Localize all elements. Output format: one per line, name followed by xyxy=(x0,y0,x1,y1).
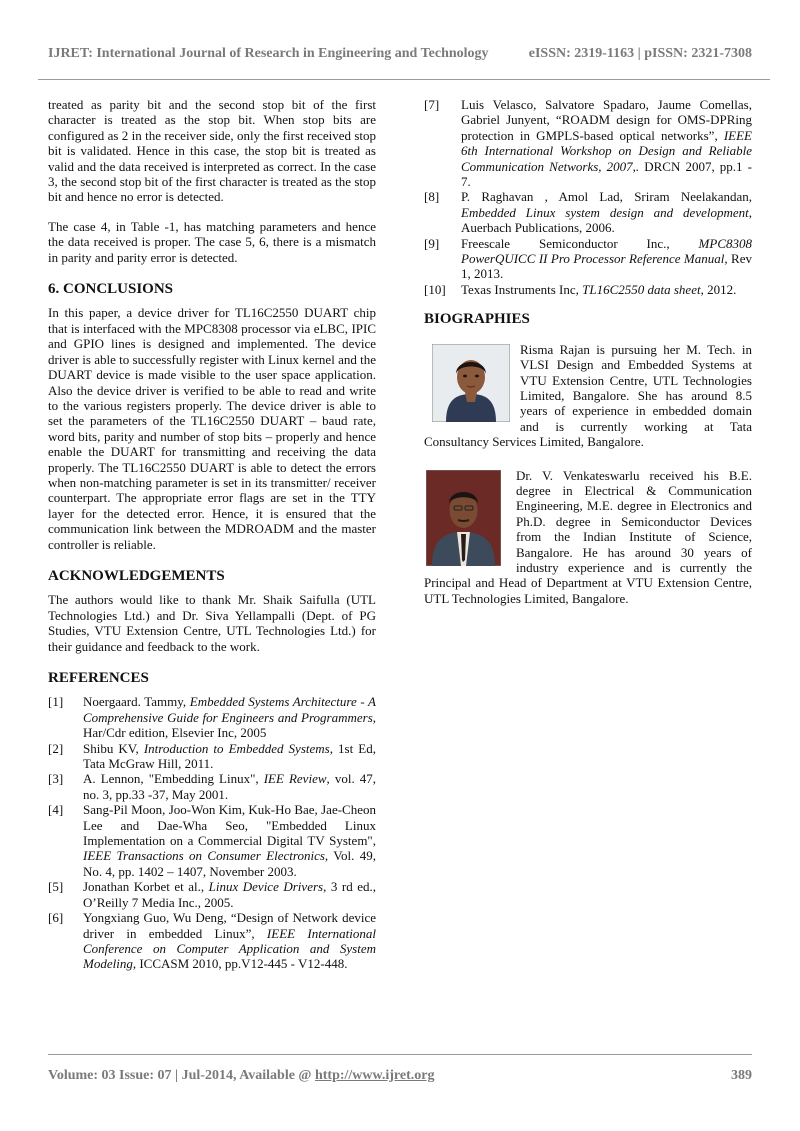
reference-item: [7] Luis Velasco, Salvatore Spadaro, Jaume Comellas, Gabriel Junyent, “ROADM design for OMS-DPRing protection in GMPLS-based optical networks”, IEEE 6th International Workshop on Design and Reliable Communication Networks, 2007,. DRCN 2007, pp.1 - 7. xyxy=(424,97,752,190)
volume-info: Volume: 03 Issue: 07 | Jul-2014, Available @ xyxy=(48,1068,315,1083)
journal-title: IJRET: International Journal of Research in Engineering and Technology xyxy=(48,46,489,61)
biography-text-2: Dr. V. Venkateswarlu received his B.E. degree in Electrical & Communication Engineering, M.E. degree in Electronics and Ph.D. degree in Semiconductor Devices from the Indian Institute of Science, Bangalore. He has around 30 years of industry experience and is currently the Principal and Head of Department at VTU Extension Centre, UTL Technologies Limited, Bangalore. xyxy=(424,467,752,606)
footer-rule xyxy=(48,1054,752,1055)
left-column xyxy=(48,97,376,972)
right-column xyxy=(424,97,752,624)
biography-text-1: Risma Rajan is pursuing her M. Tech. in VLSI Design and Embedded Systems at VTU Extension Centre, UTL Technologies Limited, Bangalore. She has around 8.5 years of experience in embedded domain and is currently working at Tata Consultancy Services Limited, Bangalore. xyxy=(424,341,752,450)
body-paragraph: treated as parity bit and the second stop bit of the first character is treated as the stop bit. When stop bits are configured as 2 in the receiver side, only the first received stop bit is validated. Hence in this case, the stop bit is treated as valid and the data received is interpreted as correct. In the case 3, the second stop bit of the first character is treated as the stop bit and hence no error is detected. xyxy=(48,97,376,205)
author-photo-2 xyxy=(426,470,501,566)
section-heading-acknowledgements: ACKNOWLEDGEMENTS xyxy=(48,567,225,584)
reference-item: [6] Yongxiang Guo, Wu Deng, “Design of Network device driver in embedded Linux”, IEEE International Conference on Computer Application and System Modeling, ICCASM 2010, pp.V12-445 - V12-448. xyxy=(48,910,376,972)
reference-list-left xyxy=(48,694,376,971)
reference-item: [10] Texas Instruments Inc, TL16C2550 data sheet, 2012. xyxy=(424,281,737,297)
header-rule xyxy=(38,79,770,80)
section-heading-references: REFERENCES xyxy=(48,670,149,686)
reference-item: [2] Shibu KV, Introduction to Embedded Systems, 1st Ed, Tata McGraw Hill, 2011. xyxy=(48,740,376,772)
journal-link[interactable]: http://www.ijret.org xyxy=(314,1068,435,1083)
section-heading-conclusions: 6. CONCLUSIONS xyxy=(48,281,174,298)
body-paragraph: The case 4, in Table -1, has matching parameters and hence the data received is proper. The case 5, 6, there is a mismatch in parity and parity error is detected. xyxy=(48,218,376,265)
reference-item: [3] A. Lennon, "Embedding Linux", IEE Review, vol. 47, no. 3, pp.33 -37, May 2001. xyxy=(48,771,376,802)
running-footer xyxy=(48,1068,752,1084)
reference-list-right xyxy=(424,97,752,297)
author-photo-1 xyxy=(432,344,510,422)
reference-item: [4] Sang-Pil Moon, Joo-Won Kim, Kuk-Ho Bae, Jae-Cheon Lee and Dae-Wha Seo, "Embedded Linux Implementation on a Commercial Digital TV System", IEEE Transactions on Consumer Electronics, Vol. 49, No. 4, pp. 1402 – 1407, November 2003. xyxy=(48,802,376,879)
page-number: 389 xyxy=(731,1068,752,1083)
reference-item: [8] P. Raghavan , Amol Lad, Sriram Neelakandan, Embedded Linux system design and development, Auerbach Publications, 2006. xyxy=(424,189,752,236)
section-heading-biographies: BIOGRAPHIES xyxy=(424,311,530,328)
reference-item: [5] Jonathan Korbet et al., Linux Device Drivers, 3 rd ed., O’Reilly 7 Media Inc., 2005. xyxy=(48,879,376,910)
reference-item: [1] Noergaard. Tammy, Embedded Systems Architecture - A Comprehensive Guide for Engineers and Programmers, Har/Cdr edition, Elsevier Inc, 2005 xyxy=(48,694,376,741)
acknowledgements-paragraph: The authors would like to thank Mr. Shaik Saifulla (UTL Technologies Ltd.) and Dr. Siva Yellampalli (Dept. of PG Studies, VTU Extension Centre, UTL Technologies Ltd.) for their guidance and feedback to the work. xyxy=(48,592,376,654)
biography-1 xyxy=(424,342,752,450)
running-header xyxy=(48,46,752,68)
conclusions-paragraph: In this paper, a device driver for TL16C2550 DUART chip that is interfaced with the MPC8308 processor via eLBC, IPIC and GPIO lines is designed and implemented. The device driver is able to successfully register with Linux kernel and the DUART device is made visible to the user space application. Also the device driver is verified to be able to read and write to the various registers properly. The device driver is able to set the parameters of the TL16C2550 DUART – baud rate, word bits, parity and number of stop bits – properly and hence enable the DUART for transmitting and receiving the data properly. The TL16C2550 DUART is able to detect the errors when non-matching parameter is set in its transmitter/ receiver counterpart. The appropriate error flags are set in the TTY layer for the detected error. Hence, it is ensured that the communication link between the MDROADM and the master controller is reliable. xyxy=(48,305,376,552)
issn-label: eISSN: 2319-1163 | pISSN: 2321-7308 xyxy=(528,46,752,61)
reference-item: [9] Freescale Semiconductor Inc., MPC8308 PowerQUICC II Pro Processor Reference Manual, Rev 1, 2013. xyxy=(424,235,752,282)
biography-2 xyxy=(424,468,752,607)
